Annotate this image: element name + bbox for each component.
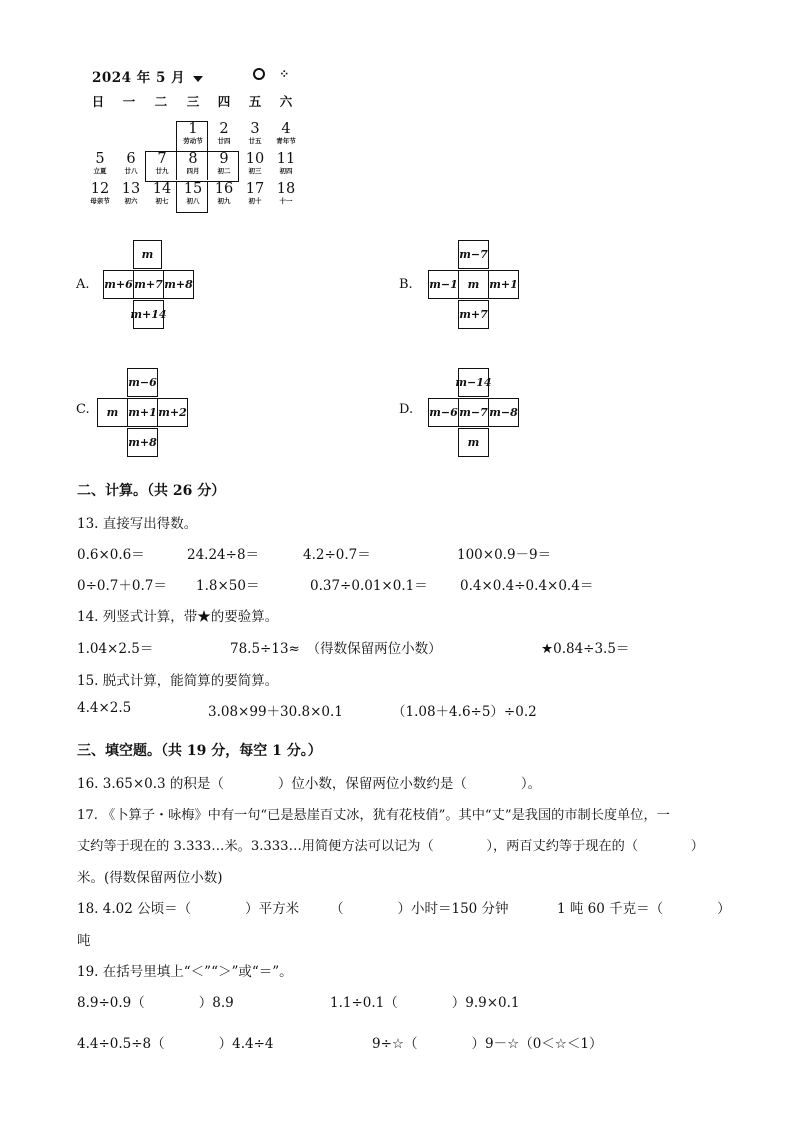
calendar-day-number: 1 [188,121,198,137]
option-d-cell: m [458,428,489,457]
option-a-cell: m+7 [133,270,164,299]
option-b-cell: m+7 [458,300,489,329]
option-a-cell: m+6 [103,270,134,299]
question-18-part1: 18. 4.02 公顷＝（ ）平方米 [77,901,300,917]
q19-item: 4.4÷0.5÷8（ ）4.4÷4 [77,1036,274,1052]
calendar-day-lunar: 初四 [279,167,293,175]
grid-icon[interactable]: ⁘ [279,66,290,81]
calendar-day-lunar: 初九 [217,197,231,205]
option-a-cell: m+14 [133,300,164,329]
option-c-cell: m−6 [127,368,158,397]
weekday-fri: 五 [248,94,262,109]
option-b-label: B. [399,277,413,292]
calendar-day-number: 10 [245,151,265,167]
calendar-highlight-1 [176,121,208,152]
calendar-day[interactable] [209,122,239,152]
option-c-cell: m+1 [127,398,158,427]
q15-item: 4.4×2.5 [77,700,132,716]
calendar-day-lunar: 初六 [124,197,138,205]
calendar-day-lunar: 四月 [186,167,200,175]
calendar-day-lunar: 廿四 [217,137,231,145]
calendar-day[interactable] [147,182,177,212]
chevron-down-icon[interactable] [193,76,203,82]
option-c-cell: m [97,398,128,427]
question-18-unit: 吨 [77,933,91,949]
calendar-day-number: 17 [245,181,265,197]
option-a-label: A. [76,277,90,292]
option-d-cell: m−7 [458,398,489,427]
q14-item: ★0.84÷3.5＝ [541,641,630,657]
q15-item: （1.08＋4.6÷5）÷0.2 [392,704,537,720]
calendar-day-lunar: 初十 [248,197,262,205]
option-b-cell: m+1 [488,270,519,299]
q13-item: 4.2÷0.7＝ [303,547,371,563]
section-3-title: 三、填空题。（共 19 分，每空 1 分。） [77,743,322,759]
q14-item: 1.04×2.5＝ [77,641,154,657]
q19-item: 8.9÷0.9（ ）8.9 [77,995,234,1011]
question-17-line1: 17. 《卜算子・咏梅》中有一句“已是悬崖百丈冰，犹有花枝俏”。其中“丈”是我国的市制长度单位，一 [77,808,670,823]
calendar-day[interactable] [240,152,270,182]
option-b-cell: m−7 [458,240,489,269]
question-17-line2: 丈约等于现在的 3.333…米。3.333…用简便方法可以记为（ ），两百丈约等于现在的（ ） [77,839,704,854]
calendar-day-lunar: 母亲节 [90,197,110,205]
q13-item: 0÷0.7＋0.7＝ [77,578,167,594]
option-c-label: C. [76,402,90,417]
calendar-day-number: 11 [276,151,296,167]
calendar-toolbar [253,66,289,80]
calendar-day-lunar: 劳动节 [183,137,203,145]
weekday-thu: 四 [217,94,231,109]
weekday-wed: 三 [186,94,200,109]
q13-item: 1.8×50＝ [196,578,260,594]
question-13: 13. 直接写出得数。 [77,516,198,532]
calendar-day[interactable] [271,152,301,182]
weekday-mon: 一 [122,94,136,109]
calendar-day-number: 12 [90,181,110,197]
calendar-day[interactable] [271,122,301,152]
calendar-day-number: 4 [281,121,291,137]
calendar-highlight-15 [176,181,208,213]
question-17-line3: 米。(得数保留两位小数) [77,870,223,886]
calendar-highlight-row2 [145,151,239,182]
calendar-day-number: 6 [126,151,136,167]
q14-item: 78.5÷13≈ （得数保留两位小数） [230,641,442,657]
calendar-day-number: 15 [183,181,203,197]
weekday-tue: 二 [154,94,168,109]
calendar-day-lunar: 初三 [248,167,262,175]
q13-item: 100×0.9－9＝ [457,547,552,563]
calendar-day-lunar: 廿九 [155,167,169,175]
option-d-cell: m−14 [458,368,489,397]
option-b-cell: m−1 [428,270,459,299]
calendar-divider [176,151,177,180]
calendar-day[interactable] [116,152,146,182]
q13-item: 0.6×0.6＝ [77,547,145,563]
question-18-part3: 1 吨 60 千克＝（ ） [557,901,731,917]
weekday-sat: 六 [279,94,293,109]
calendar-day-lunar: 青年节 [276,137,296,145]
calendar-day-number: 18 [276,181,296,197]
option-c-cell: m+2 [157,398,188,427]
calendar-day[interactable] [85,152,115,182]
calendar-day-number: 7 [157,151,167,167]
q13-item: 24.24÷8＝ [187,547,260,563]
calendar-day[interactable] [116,182,146,212]
calendar-day-number: 9 [219,151,229,167]
calendar-day-number: 3 [250,121,260,137]
calendar-day-number: 8 [188,151,198,167]
calendar-day[interactable] [240,182,270,212]
calendar-month-label: 2024 年 5 月 [92,70,186,86]
option-a-cell: m+8 [163,270,194,299]
q13-item: 0.4×0.4÷0.4×0.4＝ [460,578,594,594]
question-15: 15. 脱式计算，能简算的要简算。 [77,673,279,689]
option-d-cell: m−8 [488,398,519,427]
calendar-divider [207,151,208,180]
calendar-day-lunar: 初七 [155,197,169,205]
calendar-day-number: 2 [219,121,229,137]
q13-item: 0.37÷0.01×0.1＝ [310,578,428,594]
option-b-cell: m [458,270,489,299]
calendar-day[interactable] [240,122,270,152]
calendar-day-lunar: 立夏 [93,167,107,175]
calendar-day-lunar: 十一 [279,197,293,205]
search-icon[interactable] [253,68,265,80]
calendar-day-lunar: 廿五 [248,137,262,145]
calendar-day-lunar: 初二 [217,167,231,175]
question-18-part2: （ ）小时＝150 分钟 [330,901,509,917]
calendar-day[interactable] [209,182,239,212]
calendar-day[interactable] [85,182,115,212]
option-d-label: D. [399,402,414,417]
question-16: 16. 3.65×0.3 的积是（ ）位小数，保留两位小数约是（ ）。 [77,776,542,792]
option-d-cell: m−6 [428,398,459,427]
calendar-day[interactable] [271,182,301,212]
weekday-sun: 日 [91,94,105,109]
calendar-day-number: 14 [152,181,172,197]
q19-item: 9÷☆（ ）9－☆（0＜☆＜1） [372,1036,603,1052]
calendar-day-number: 5 [95,151,105,167]
calendar-day-lunar: 廿八 [124,167,138,175]
option-a-cell: m [133,240,162,269]
question-19: 19. 在括号里填上“＜”“＞”或“＝”。 [77,964,293,980]
calendar-day-number: 13 [121,181,141,197]
q19-item: 1.1÷0.1（ ）9.9×0.1 [330,995,520,1011]
section-2-title: 二、计算。（共 26 分） [77,483,226,499]
calendar-day-number: 16 [214,181,234,197]
calendar-day-lunar: 初八 [186,197,200,205]
option-c-cell: m+8 [127,428,158,457]
calendar-header [92,66,203,86]
question-14: 14. 列竖式计算，带★的要验算。 [77,609,279,625]
q15-item: 3.08×99＋30.8×0.1 [208,704,343,720]
